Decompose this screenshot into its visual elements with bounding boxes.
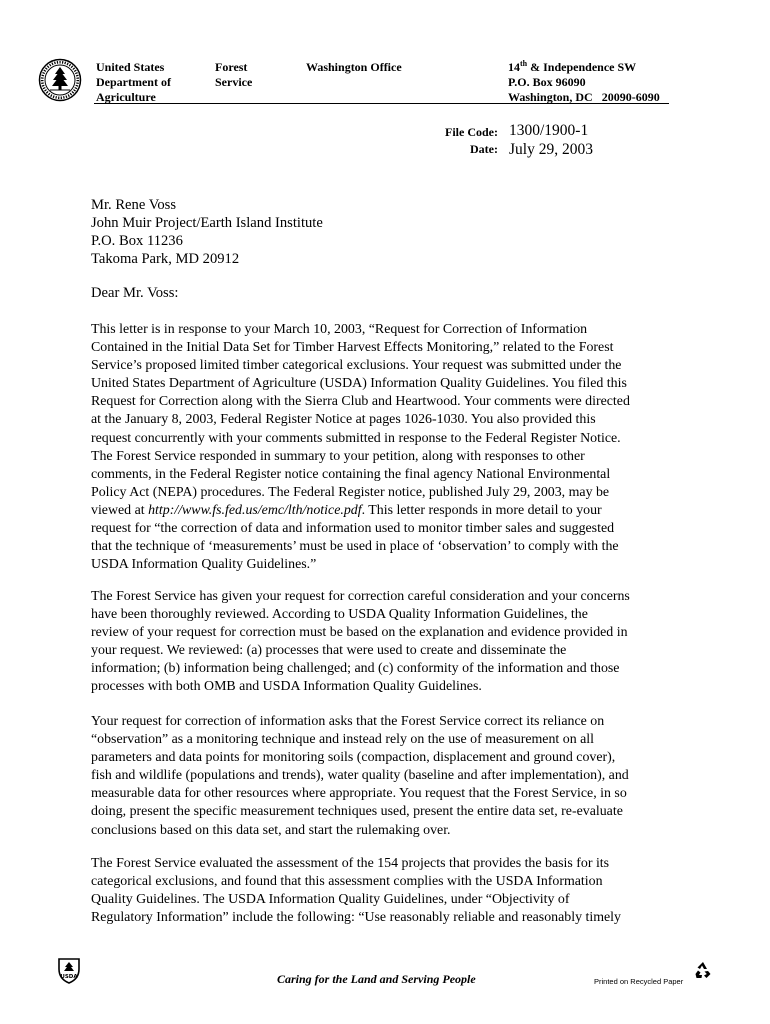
svg-text:USDA: USDA	[60, 974, 78, 980]
paragraph-4: The Forest Service evaluated the assessment of the 154 projects that provides the basis for its categorical exclusions, and found that this assessment complies with the USDA Information Quality Guidelines. The USDA Information Quality Guidelines, under “Objectivity of Regulatory Information” include the following: “Use reasonably reliable and reasonably timely	[91, 856, 621, 926]
salutation: Dear Mr. Voss:	[91, 285, 179, 301]
notice-url-link[interactable]: http://www.fs.fed.us/emc/lth/notice.pdf	[148, 502, 362, 518]
recipient-address: Mr. Rene Voss John Muir Project/Earth Island Institute P.O. Box 11236 Takoma Park, MD 20912	[91, 197, 323, 267]
paragraph-3: Your request for correction of information asks that the Forest Service correct its reliance on “observation” as a monitoring technique and instead rely on the use of measurement on all parameters and data points for monitoring soils (compaction, displacement and ground cover), fish and wildlife (populations and trends), water quality (baseline and after implementation), and measurable data for other resources where appropriate. You request that the Forest Service, in so doing, present the specific measurement techniques used, present the entire data set, re-evaluate conclusions based on this data set, and start the rulemaking over.	[91, 714, 629, 838]
paragraph-1: This letter is in response to your March 10, 2003, “Request for Correction of Information Contained in the Initial Data Set for Timber Harvest Effects Monitoring,” related to the Forest Service’s proposed limited timber categorical exclusions. Your request was submitted under the United States Department of Agriculture (USDA) Information Quality Guidelines. You filed this Request for Correction along with the Sierra Club and Heartwood. Your comments were directed at the January 8, 2003, Federal Register Notice at pages 1026-1030. You also provided this request concurrently with your comments submitted in response to the Federal Register Notice. The Forest Service responded in summary to your petition, along with responses to other comments, in the Federal Register notice containing the final agency National Environmental Policy Act (NEPA) procedures. The Federal Register notice, published July 29, 2003, may be viewed at http://www.fs.fed.us/emc/lth/notice.pdf. This letter responds in more detail to your request for “the correction of data and information used to monitor timber sales and suggested that the technique of ‘measurements’ must be used in place of ‘observation’ to comply with the USDA Information Quality Guidelines.”	[91, 322, 630, 573]
recycled-paper-note: Printed on Recycled Paper	[594, 977, 684, 986]
letterhead-rule	[94, 103, 669, 104]
agency-name: United States Department of Agriculture	[96, 60, 171, 104]
file-code-value: 1300/1900-1	[509, 122, 589, 139]
usda-seal-icon	[38, 58, 82, 102]
forest-service-shield-icon	[57, 957, 81, 985]
file-code-label: File Code:	[445, 125, 498, 139]
date-label: Date:	[470, 142, 498, 156]
office-address: 14th & Independence SW P.O. Box 96090 Washington, DC 20090-6090	[508, 59, 660, 104]
date-value: July 29, 2003	[509, 141, 593, 158]
paragraph-2: The Forest Service has given your request for correction careful consideration and your concerns have been thoroughly reviewed. According to USDA Quality Information Guidelines, the review of your request for correction must be based on the explanation and evidence provided in your request. We reviewed: (a) processes that were used to create and disseminate the information; (b) information being challenged; and (c) conformity of the information and those processes with both OMB and USDA Information Quality Guidelines.	[91, 589, 630, 695]
office-name: Washington Office	[306, 60, 402, 74]
recycle-icon	[693, 960, 713, 980]
service-name: Forest Service	[215, 60, 253, 89]
footer-motto: Caring for the Land and Serving People	[277, 972, 476, 986]
